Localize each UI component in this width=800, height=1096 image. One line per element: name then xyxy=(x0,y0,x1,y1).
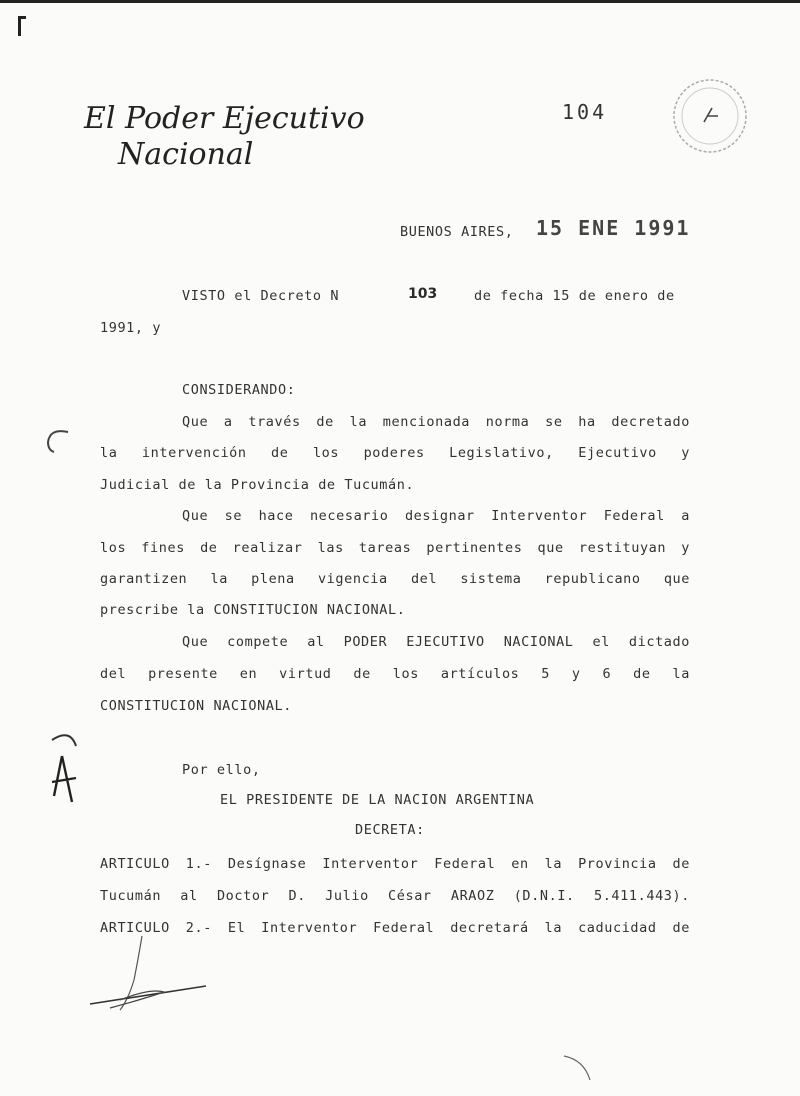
visto-lead: VISTO el Decreto N xyxy=(182,288,340,304)
paragraph-2-line-4: prescribe la CONSTITUCION NACIONAL. xyxy=(100,602,406,618)
place: BUENOS AIRES, xyxy=(400,224,514,240)
paragraph-3-line-2: del presente en virtud de los artículos 5 y 6 de la xyxy=(100,666,690,682)
paragraph-2-line-2: los fines de realizar las tareas pertinentes que restituyan y xyxy=(100,540,690,556)
letterhead-line2: Nacional xyxy=(118,137,254,172)
president-heading: EL PRESIDENTE DE LA NACION ARGENTINA xyxy=(220,792,535,808)
paragraph-1-line-1: Que a través de la mencionada norma se ha decretado xyxy=(182,414,690,430)
margin-initial-mark-icon xyxy=(40,726,90,816)
decree-number: 103 xyxy=(408,286,438,302)
signature-scribble-icon xyxy=(80,930,230,1030)
visto-line2: 1991, y xyxy=(100,320,162,336)
date-stamp: 15 ENE 1991 xyxy=(536,216,691,240)
corner-curl-mark-icon xyxy=(560,1050,600,1090)
considerando-heading: CONSIDERANDO: xyxy=(182,382,296,398)
article-2-line-1: ARTICULO 2.- El Interventor Federal decretará la caducidad de xyxy=(100,920,690,936)
scan-corner-mark-h xyxy=(18,16,26,19)
seal-stamp-icon xyxy=(660,72,760,162)
visto-rest: de fecha 15 de enero de xyxy=(474,288,675,304)
paragraph-3-line-1: Que compete al PODER EJECUTIVO NACIONAL el dictado xyxy=(182,634,690,650)
scan-corner-mark xyxy=(18,16,21,36)
article-1-line-1: ARTICULO 1.- Desígnase Interventor Federal en la Provincia de xyxy=(100,856,690,872)
article-1-line-2: Tucumán al Doctor D. Julio César ARAOZ (D.N.I. 5.411.443). xyxy=(100,888,690,904)
decreta-heading: DECRETA: xyxy=(355,822,425,838)
letterhead-line1: El Poder Ejecutivo xyxy=(84,101,365,136)
paragraph-1-line-2: la intervención de los poderes Legislativo, Ejecutivo y xyxy=(100,445,690,461)
paragraph-2-line-1: Que se hace necesario designar Interventor Federal a xyxy=(182,508,690,524)
paragraph-3-line-3: CONSTITUCION NACIONAL. xyxy=(100,698,293,714)
scan-top-edge xyxy=(0,0,800,3)
paragraph-2-line-3: garantizen la plena vigencia del sistema republicano que xyxy=(100,571,690,587)
document-number: 104 xyxy=(562,100,608,124)
margin-curl-mark-icon xyxy=(40,420,80,460)
por-ello: Por ello, xyxy=(182,762,261,778)
paragraph-1-line-3: Judicial de la Provincia de Tucumán. xyxy=(100,477,415,493)
